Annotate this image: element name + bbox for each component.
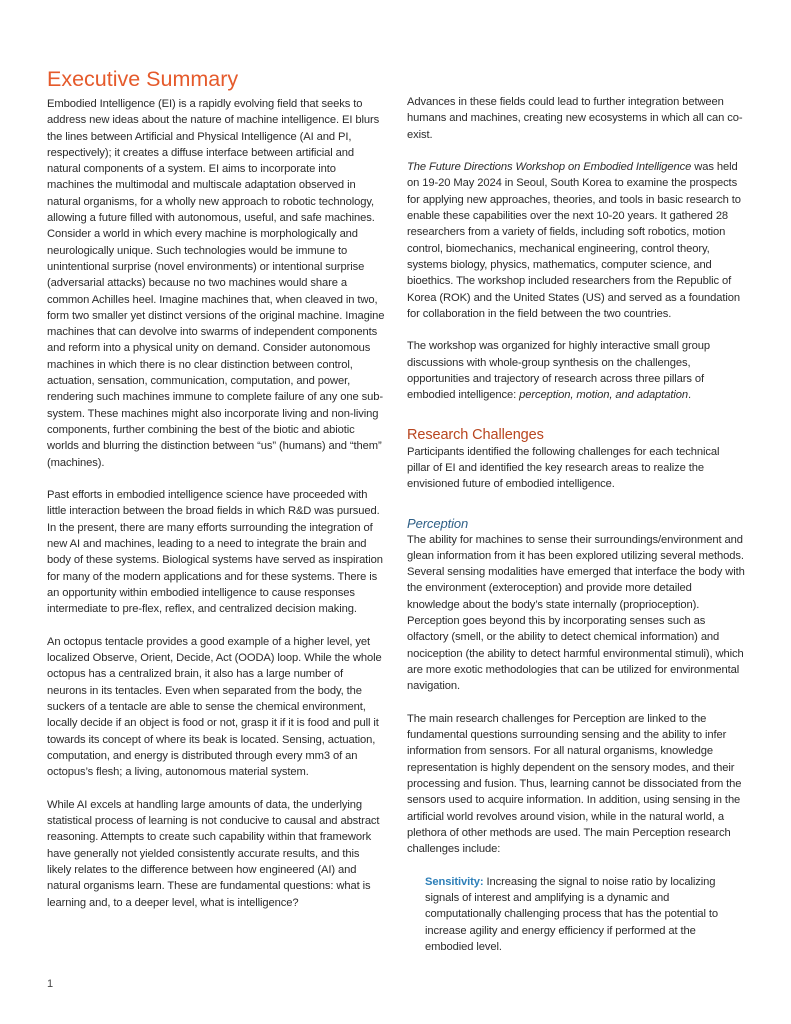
summary-paragraph-1: Embodied Intelligence (EI) is a rapidly evolving field that seeks to address new ideas about the nature of machine intelligence. EI blurs the lines between Artificial and Physical Intelligence (AI and PI, respectively); it creates a diffuse interface between artificial and natural components of a system. EI aims to incorporate into machines the multimodal and multiscale adaptation observed in natural organisms, for a wholly new approach to robotic technology, allowing a future filled with autonomous, useful, and safe machines. Consider a world in which every machine is morphologically and neurologically unique. Such technologies would be immune to unintentional surprise (novel environments) or intentional surprise (adversarial attacks) because no two machines would share a common Achilles heel. Imagine machines that, when cleaved in two, form two smaller yet distinct versions of the original machine. Imagine machines that can devolve into swarms of independent components and reform into a physical unity on demand. Consider autonomous machines in which there is no clear distinction between control, actuation, sensation, communication, computation, and power, rendering such machines immune to complete failure of any one sub-system. These machines might also incorporate living and non-living components, further combining the best of the biotic and abiotic worlds and blurring the distinction between “us” (humans) and “them” (machines). bbox=[47, 98, 385, 469]
summary-paragraph-4: While AI excels at handling large amounts of data, the underlying statistical process of learning is not conducive to causal and abstract reasoning. Attempts to create such capability within that framework have generally not yielded consistently accurate results, and this likely relates to the difference between how engineered (AI) and natural organisms learn. These are fundamental questions: what is learning and, to a deeper level, what is intelligence? bbox=[47, 798, 380, 909]
workshop-text: was held on 19-20 May 2024 in Seoul, South Korea to examine the prospects for applying new approaches, theories, and tools in basic research to enable these capabilities over the next 10-20 years. It gathered 28 researchers from a variety of fields, including soft robotics, motion control, biomechanics, mechanical engineering, control theory, systems biology, physics, mathematics, computer science, and bioethics. The workshop included researchers from the Republic of Korea (ROK) and the United States (US) and served as a foundation for collaboration in the field between the two countries. bbox=[407, 161, 741, 320]
summary-paragraph-2: Past efforts in embodied intelligence science have proceeded with little interaction between the broad fields in which R&D was pursued. In the present, there are many efforts surrounding the integration of new AI and machines, leading to a need to integrate the brain and body of these systems. Biological systems have served as inspiration for many of the modern applications and for these systems. There is an opportunity within embodied intelligence to cause responses intermediate to pre-flex, reflex, and centralized decision making. bbox=[47, 489, 383, 616]
sensitivity-item bbox=[425, 874, 745, 955]
perception-heading: Perception bbox=[407, 515, 469, 531]
right-column bbox=[407, 94, 745, 955]
workshop-title: The Future Directions Workshop on Embodied Intelligence bbox=[407, 161, 692, 174]
executive-summary-heading: Executive Summary bbox=[47, 67, 239, 91]
summary-paragraph-3: An octopus tentacle provides a good example of a higher level, yet localized Observe, Orient, Decide, Act (OODA) loop. While the whole octopus has a centralized brain, it also has a large number of neurons in its tentacles. Even when separated from the body, the suckers of a tentacle are able to sense the chemical environment, locally decide if an object is food or not, grasp it if it is food and pull it towards its concept of where its beak is located. Sensing, actuation, computation, and energy is distributed through every mm3 of an octopus’s flesh; a living, autonomous material system. bbox=[47, 635, 382, 779]
perception-paragraph-1: The ability for machines to sense their surroundings/environment and glean information from it has been explored utilizing several methods. Several sensing modalities have emerged that interface the body with the environment (exteroception) and provide more detailed knowledge about the body’s state internally (proprioception). Perception goes beyond this by incorporating senses such as olfactory (smell, or the ability to detect chemical information) and nociception (the ability to detect harmful environmental stimuli), which are more exotic methodologies that can be utilized for environmental navigation. bbox=[407, 533, 745, 693]
organized-text: The workshop was organized for highly interactive small group discussions with whole-group synthesis on the challenges, opportunities and trajectory of research across three pillars of embodied intelligence: bbox=[407, 340, 710, 402]
continuation-paragraph: Advances in these fields could lead to further integration between humans and machines, creating new ecosystems in which all can co-exist. bbox=[407, 96, 743, 141]
sensitivity-text: Increasing the signal to noise ratio by localizing signals of interest and amplifying is a dynamic and computationally challenging process that has the potential to increase agility and energy efficiency if performed at the embodied level. bbox=[425, 875, 719, 953]
research-challenges-intro: Participants identified the following challenges for each technical pillar of EI and identified the key research areas to realize the envisioned future of embodied intelligence. bbox=[407, 445, 720, 491]
organized-paragraph bbox=[407, 338, 745, 403]
workshop-paragraph bbox=[407, 159, 745, 322]
perception-paragraph-2: The main research challenges for Perception are linked to the fundamental questions surrounding sensing and the ability to infer information from sensors. For all natural organisms, knowledge representation is highly dependent on the sensory modes, and their processing and fusion. Thus, learning cannot be dissociated from the sensors used to acquire information. In addition, using sensing in the artificial world revolves around vision, while in the natural world, a plethora of other methods are used. The main Perception research challenges include: bbox=[407, 712, 742, 856]
research-challenges-heading: Research Challenges bbox=[407, 426, 544, 443]
pillars-text: perception, motion, and adaptation bbox=[519, 389, 689, 402]
page-number: 1 bbox=[47, 978, 54, 990]
period: . bbox=[688, 389, 692, 402]
sensitivity-term: Sensitivity: bbox=[425, 875, 484, 888]
left-column bbox=[47, 66, 385, 911]
